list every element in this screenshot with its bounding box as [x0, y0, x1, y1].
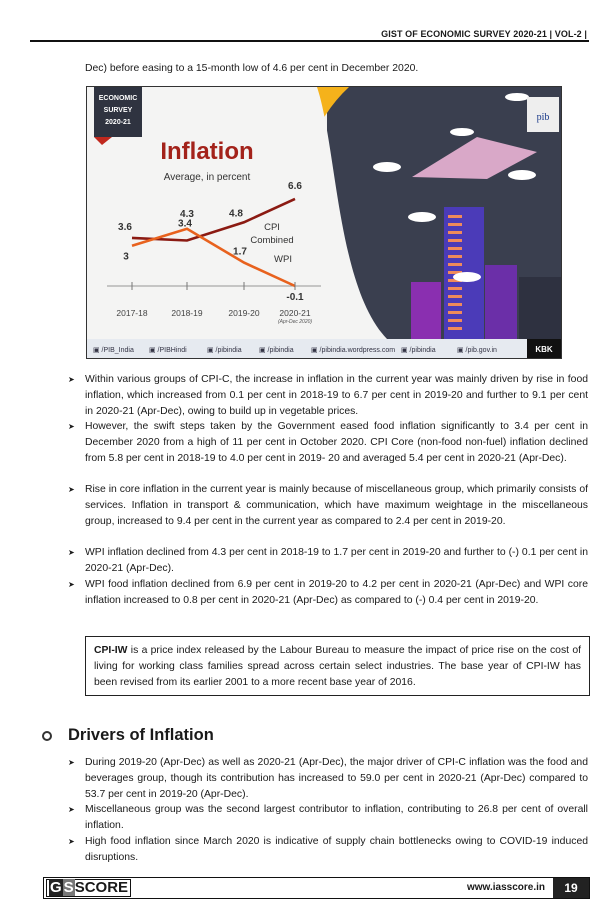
section-bullet-icon [42, 731, 52, 741]
bullet-item [68, 545, 588, 577]
chart-title: Inflation [160, 138, 254, 165]
bullet-text: WPI food inflation declined from 6.9 per cent in 2019-20 to 4.2 per cent in 2020-21 (Apr-Dec) and WPI core inflation increased to 0.8 per cent in 2020-21 (Apr-Dec) as compared to (-) 0.4 per cent in 2019-20. [85, 579, 588, 606]
social-link[interactable]: ▣ /PIB_India [93, 347, 134, 354]
social-link[interactable]: ▣ /pibindia [259, 347, 294, 354]
arrow-bullet-icon: ➤ [68, 422, 75, 431]
kbk-tag: KBK [535, 345, 553, 354]
social-link[interactable]: ▣ /pib.gov.in [457, 347, 497, 354]
bullet-text: WPI inflation declined from 4.3 per cent in 2018-19 to 1.7 per cent in 2019-20 and further to (-) 0.1 per cent in 2020-21 (Apr-Dec). [85, 547, 588, 574]
legend-cpi-label: CPI [264, 222, 280, 233]
social-link[interactable]: ▣ /pibindia [207, 347, 242, 354]
building [411, 282, 441, 339]
data-label: 6.6 [288, 180, 302, 192]
data-label: 1.7 [233, 246, 247, 258]
inflation-infographic [86, 86, 562, 359]
bullet-item [68, 802, 588, 834]
bullet-text: Rise in core inflation in the current year is mainly because of miscellaneous group, which primarily consists of services. Inflation in transport & communication, which have maximum weightage in the miscellaneous group, increased to 9.4 per cent in the current year as compared to 2.4 per cent in 2019-20. [85, 484, 588, 527]
bullet-item [68, 482, 588, 529]
data-label: 4.8 [229, 208, 243, 220]
page-footer [43, 877, 590, 899]
website-link[interactable]: www.iasscore.in [467, 882, 545, 893]
note-text: is a price index released by the Labour Bureau to measure the impact of price rise on the cost of living for working class families spread across certain select industries. The base year of CPI-IW has been revised from its earlier 2001 to a more recent base year of 2016. [94, 645, 581, 688]
x-tick-label: 2019-20 [228, 308, 260, 318]
building [485, 265, 517, 339]
social-link[interactable]: ▣ /PIBHindi [149, 347, 187, 354]
data-label: -0.1 [286, 292, 304, 303]
x-tick-label: 2018-19 [171, 308, 203, 318]
bullet-text: During 2019-20 (Apr-Dec) as well as 2020-21 (Apr-Dec), the major driver of CPI-C inflation was the food and beverages group, though its contribution has increased to 59.0 per cent in 2020-21 (Apr-Dec) compared to 53.7 per cent in 2019-20 (Apr-Dec). [85, 757, 588, 800]
bullet-text: Within various groups of CPI-C, the increase in inflation in the current year was mainly driven by rise in food inflation, which increased from 0.1 per cent in 2018-19 to 6.7 per cent in 2019-20 and further to 9.1 per cent in 2020-21 (Apr-Dec), owing to build up in vegetable prices. [85, 374, 588, 417]
chart-subtitle: Average, in percent [163, 172, 251, 183]
arrow-bullet-icon: ➤ [68, 805, 75, 814]
note-term: CPI-IW [94, 645, 128, 656]
x-tick-label: 2020-21 [279, 308, 311, 318]
gsscore-logo: G SSCORE [46, 879, 131, 897]
bullet-item [68, 755, 588, 802]
infographic-svg [87, 87, 561, 358]
bullet-item [68, 577, 588, 609]
arrow-bullet-icon: ➤ [68, 485, 75, 494]
social-link[interactable]: ▣ /pibindia.wordpress.com [311, 347, 396, 354]
page-number: 19 [553, 878, 589, 898]
legend-wpi-label: WPI [274, 254, 292, 265]
data-label: 3 [123, 251, 129, 263]
bullet-text: High food inflation since March 2020 is indicative of supply chain bottlenecks owing to COVID-19 induced disruptions. [85, 836, 588, 863]
data-label: 3.4 [178, 218, 192, 230]
badge-line: 2020-21 [105, 119, 131, 126]
arrow-bullet-icon: ➤ [68, 580, 75, 589]
arrow-bullet-icon: ➤ [68, 375, 75, 384]
badge-line: ECONOMIC [98, 95, 138, 102]
section-heading: Drivers of Inflation [68, 726, 214, 744]
x-tick-label: 2017-18 [116, 308, 148, 318]
bullet-text: However, the swift steps taken by the Government eased food inflation significantly to 3.4 per cent in December 2020 from a high of 11 per cent in October 2020. CPI Core (non-food non-fuel) inflation declined from 5.8 per cent in 2018-19 to 4.0 per cent in 2019- 20 and averaged 5.4 per cent in 2020-21 (Apr-Dec). [85, 421, 588, 464]
bullet-text: Miscellaneous group was the second largest contributor to inflation, contributing to 26.8 per cent of overall inflation. [85, 804, 588, 831]
bullet-item [68, 419, 588, 466]
arrow-bullet-icon: ➤ [68, 548, 75, 557]
bullet-item [68, 834, 588, 866]
header-divider [30, 40, 589, 42]
data-label: 3.6 [118, 221, 132, 233]
running-header: GIST OF ECONOMIC SURVEY 2020-21 | VOL-2 | [381, 29, 587, 39]
category-note: (Apr-Dec 2020) [277, 319, 313, 325]
data-label: 4.3 [180, 208, 194, 220]
bullet-item [68, 372, 588, 419]
cpi-iw-note-box [85, 636, 590, 696]
arrow-bullet-icon: ➤ [68, 758, 75, 767]
svg-text:pib: pib [536, 112, 550, 123]
intro-line: Dec) before easing to a 15-month low of 4.6 per cent in December 2020. [85, 63, 419, 74]
badge-line: SURVEY [103, 107, 133, 114]
building [519, 277, 561, 339]
social-link[interactable]: ▣ /pibindia [401, 347, 436, 354]
arrow-bullet-icon: ➤ [68, 837, 75, 846]
legend-cpi-label-2: Combined [250, 235, 294, 246]
